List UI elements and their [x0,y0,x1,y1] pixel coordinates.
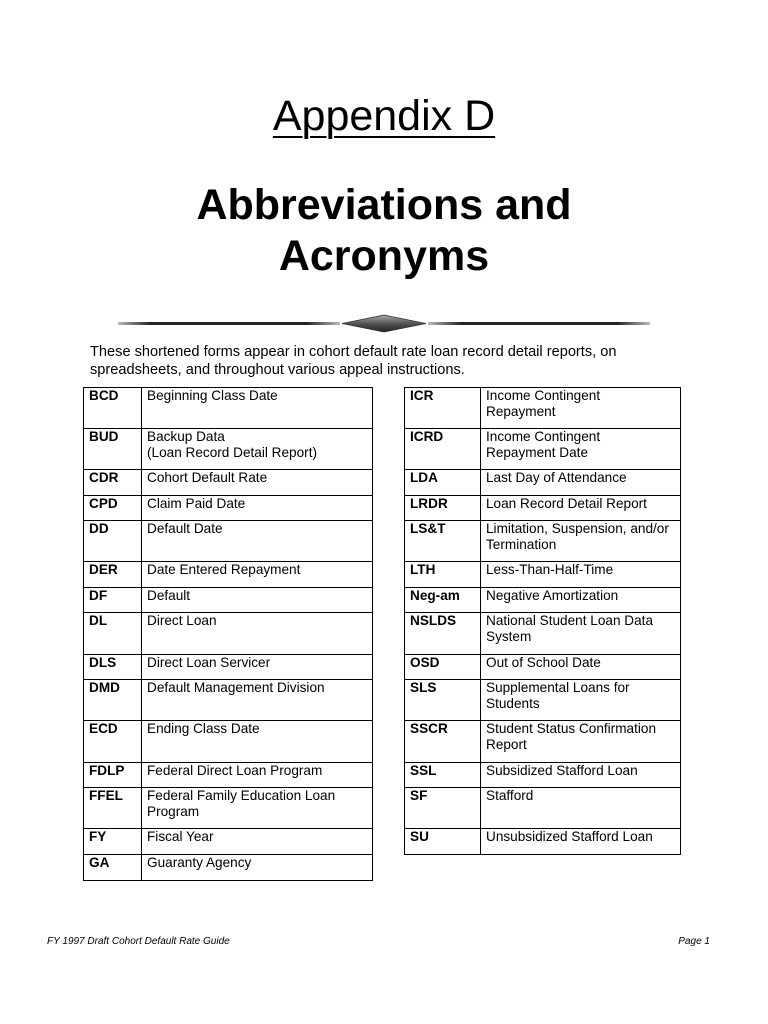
abbreviation-cell: DER [84,562,142,588]
divider-ornament [118,310,650,338]
subtitle-line: Acronyms [278,232,490,280]
definition-line: Federal Direct Loan Program [147,763,323,778]
table-row [405,829,681,855]
table-row [405,388,681,429]
abbreviation-cell: LS&T [405,521,481,562]
definition-line: Federal Family Education Loan [147,788,336,803]
definition-line: Income Contingent [486,388,601,403]
definition-cell [142,496,373,521]
definition-cell [481,562,681,588]
abbreviation-cell: ICR [405,388,481,429]
table-row [84,829,373,855]
definition-line: Out of School Date [486,655,601,670]
definition-line: Negative Amortization [486,588,619,603]
definition-cell [142,521,373,562]
abbreviation-cell: BUD [84,429,142,470]
definition-cell [142,588,373,613]
definition-line: Supplemental Loans for [486,680,630,695]
definition-cell [481,829,681,855]
abbreviation-cell: FY [84,829,142,855]
definition-cell [142,680,373,721]
definition-cell [142,388,373,429]
abbreviations-table-right [404,387,681,855]
definition-cell [481,655,681,680]
definition-line: Beginning Class Date [147,388,278,403]
page-subtitle [0,180,768,282]
definition-cell [481,496,681,521]
table-row [84,470,373,496]
table-row [84,680,373,721]
abbreviation-cell: ICRD [405,429,481,470]
definition-cell [142,721,373,763]
abbreviation-cell: SSCR [405,721,481,763]
abbreviation-cell: ECD [84,721,142,763]
table-row [405,562,681,588]
table-row [405,680,681,721]
table-row [405,613,681,655]
footer-page-number: Page 1 [678,936,710,947]
definition-line: Stafford [486,788,534,803]
definition-line: Backup Data [147,429,225,444]
abbreviation-cell: CPD [84,496,142,521]
definition-line: Loan Record Detail Report [486,496,647,511]
abbreviation-cell: GA [84,855,142,881]
definition-line: Income Contingent [486,429,601,444]
definition-line: (Loan Record Detail Report) [147,445,318,460]
table-row [84,429,373,470]
abbreviation-cell: DD [84,521,142,562]
table-row [405,655,681,680]
abbreviation-cell: LDA [405,470,481,496]
table-row [84,788,373,829]
abbreviation-cell: DF [84,588,142,613]
intro-text [90,343,690,379]
definition-cell [481,613,681,655]
definition-line: Unsubsidized Stafford Loan [486,829,653,844]
abbreviation-cell: OSD [405,655,481,680]
table-row [405,470,681,496]
definition-line: Last Day of Attendance [486,470,627,485]
table-row [84,655,373,680]
definition-cell [481,788,681,829]
definition-line: Default [147,588,191,603]
abbreviation-cell: SU [405,829,481,855]
abbreviation-cell: Neg-am [405,588,481,613]
definition-cell [481,588,681,613]
definition-cell [142,562,373,588]
intro-line: spreadsheets, and throughout various appeal instructions. [90,362,465,378]
definition-line: Default Date [147,521,223,536]
abbreviation-cell: DL [84,613,142,655]
table-row [84,855,373,881]
table-row [84,763,373,788]
table-row [405,429,681,470]
table-row [405,588,681,613]
definition-line: Ending Class Date [147,721,260,736]
definition-line: National Student Loan Data [486,613,654,628]
definition-line: Guaranty Agency [147,855,252,870]
table-row [84,388,373,429]
table-row [405,721,681,763]
definition-cell [142,855,373,881]
abbreviation-cell: DMD [84,680,142,721]
table-row [84,613,373,655]
definition-line: Program [147,804,200,819]
definition-cell [481,521,681,562]
abbreviation-cell: CDR [84,470,142,496]
abbreviation-cell: DLS [84,655,142,680]
abbreviation-cell: SF [405,788,481,829]
definition-cell [142,788,373,829]
table-row [84,588,373,613]
definition-line: Less-Than-Half-Time [486,562,614,577]
definition-cell [481,470,681,496]
definition-cell [142,655,373,680]
page-title: Appendix D [272,92,496,140]
definition-cell [142,829,373,855]
definition-line: Default Management Division [147,680,325,695]
definition-line: Subsidized Stafford Loan [486,763,638,778]
table-row [84,562,373,588]
table-row [84,721,373,763]
definition-line: System [486,629,532,644]
table-row [405,521,681,562]
table-row [405,763,681,788]
abbreviation-cell: FDLP [84,763,142,788]
definition-line: Termination [486,537,557,552]
definition-cell [142,613,373,655]
abbreviation-cell: LTH [405,562,481,588]
definition-line: Claim Paid Date [147,496,246,511]
abbreviation-cell: NSLDS [405,613,481,655]
definition-cell [142,470,373,496]
table-row [84,496,373,521]
definition-line: Repayment [486,404,556,419]
definition-line: Report [486,737,527,752]
definition-cell [481,680,681,721]
definition-cell [481,388,681,429]
definition-line: Limitation, Suspension, and/or [486,521,669,536]
definition-cell [481,721,681,763]
abbreviations-table-left [83,387,373,881]
definition-line: Direct Loan Servicer [147,655,271,670]
abbreviation-cell: SLS [405,680,481,721]
definition-line: Date Entered Repayment [147,562,301,577]
table-row [405,496,681,521]
definition-cell [481,429,681,470]
intro-line: These shortened forms appear in cohort default rate loan record detail reports, on [90,344,617,360]
subtitle-line: Abbreviations and [196,181,572,229]
definition-cell [481,763,681,788]
definition-line: Repayment Date [486,445,589,460]
table-row [84,521,373,562]
abbreviation-cell: LRDR [405,496,481,521]
table-row [405,788,681,829]
definition-line: Fiscal Year [147,829,214,844]
abbreviation-cell: BCD [84,388,142,429]
definition-line: Direct Loan [147,613,217,628]
abbreviation-cell: FFEL [84,788,142,829]
footer-document-title: FY 1997 Draft Cohort Default Rate Guide [47,936,230,947]
definition-cell [142,429,373,470]
abbreviation-cell: SSL [405,763,481,788]
definition-cell [142,763,373,788]
definition-line: Cohort Default Rate [147,470,268,485]
definition-line: Students [486,696,540,711]
definition-line: Student Status Confirmation [486,721,657,736]
